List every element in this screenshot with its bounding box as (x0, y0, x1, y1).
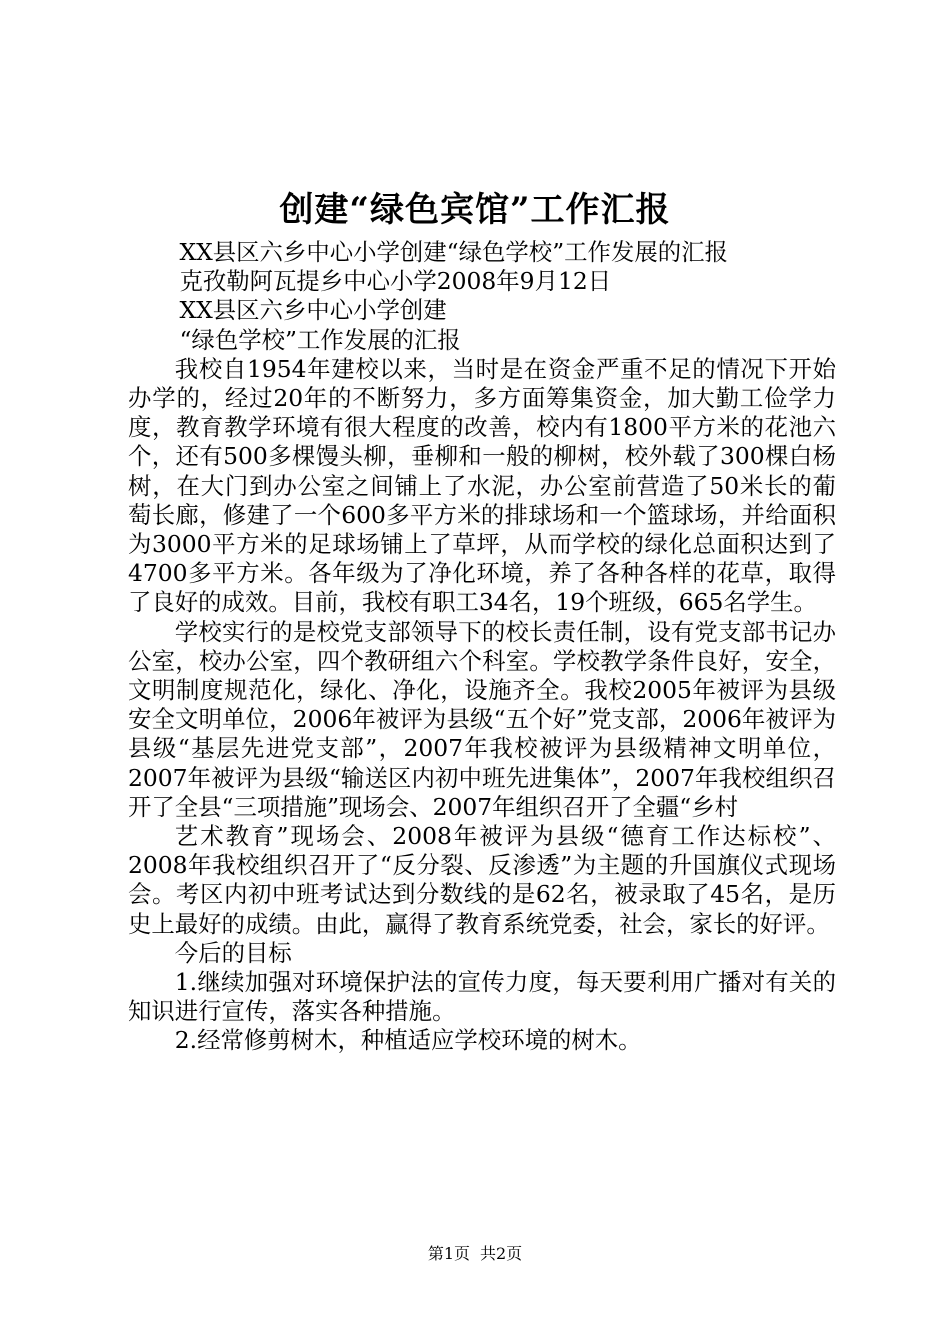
subtitle-line-2: “绿色学校”工作发展的汇报 (179, 325, 461, 354)
report-heading: XX县区六乡中心小学创建“绿色学校”工作发展的汇报 (179, 238, 728, 266)
page-total: 共2页 (480, 1244, 523, 1263)
school-and-date-line: 克孜勒阿瓦提乡中心小学2008年9月12日 (179, 267, 612, 296)
page-number: 第1页 (427, 1244, 470, 1263)
goal-item-2: 2.经常修剪树木，种植适应学校环境的树木。 (174, 1026, 642, 1055)
goal-item-1: 1.继续加强对环境保护法的宣传力度，每天要利用广播对有关的知识进行宣传，落实各种措施。 (128, 968, 836, 1026)
subtitle-line-1: XX县区六乡中心小学创建 (179, 296, 447, 325)
paragraph-management-honors: 学校实行的是校党支部领导下的校长责任制，设有党支部书记办公室，校办公室，四个教研组六个科室。学校教学条件良好，安全，文明制度规范化，绿化、净化，设施齐全。我校2005年被评为县级安全文明单位，2006年被评为县级“五个好”党支部，2006年被评为县级“基层先进党支部”，2007年我校被评为县级精神文明单位，2007年被评为县级“输送区内初中班先进集体”，2007年我校组织召开了全县“三项措施”现场会、2007年组织召开了全疆“乡村 (128, 617, 836, 821)
paragraph-achievements: 艺术教育”现场会、2008年被评为县级“德育工作达标校”、2008年我校组织召开了“反分裂、反渗透”为主题的升国旗仪式现场会。考区内初中班考试达到分数线的是62名，被录取了45名，是历史上最好的成绩。由此，赢得了教育系统党委，社会，家长的好评。 (128, 822, 836, 938)
document-title: 创建“绿色宾馆”工作汇报 (279, 190, 671, 230)
document-body (128, 238, 836, 1056)
paragraph-school-history: 我校自1954年建校以来，当时是在资金严重不足的情况下开始办学的，经过20年的不断努力，多方面筹集资金，加大勤工俭学力度，教育教学环境有很大程度的改善，校内有1800平方米的花池六个，还有500多棵馒头柳，垂柳和一般的柳树，校外载了300棵白杨树，在大门到办公室之间铺上了水泥，办公室前营造了50米长的葡萄长廊，修建了一个600多平方米的排球场和一个篮球场，并给面积为3000平方米的足球场铺上了草坪，从而学校的绿化总面积达到了4700多平方米。各年级为了净化环境，养了各种各样的花草，取得了良好的成效。目前，我校有职工34名，19个班级，665名学生。 (128, 354, 836, 617)
page-footer (0, 1243, 950, 1265)
section-heading-goals: 今后的目标 (174, 938, 292, 967)
